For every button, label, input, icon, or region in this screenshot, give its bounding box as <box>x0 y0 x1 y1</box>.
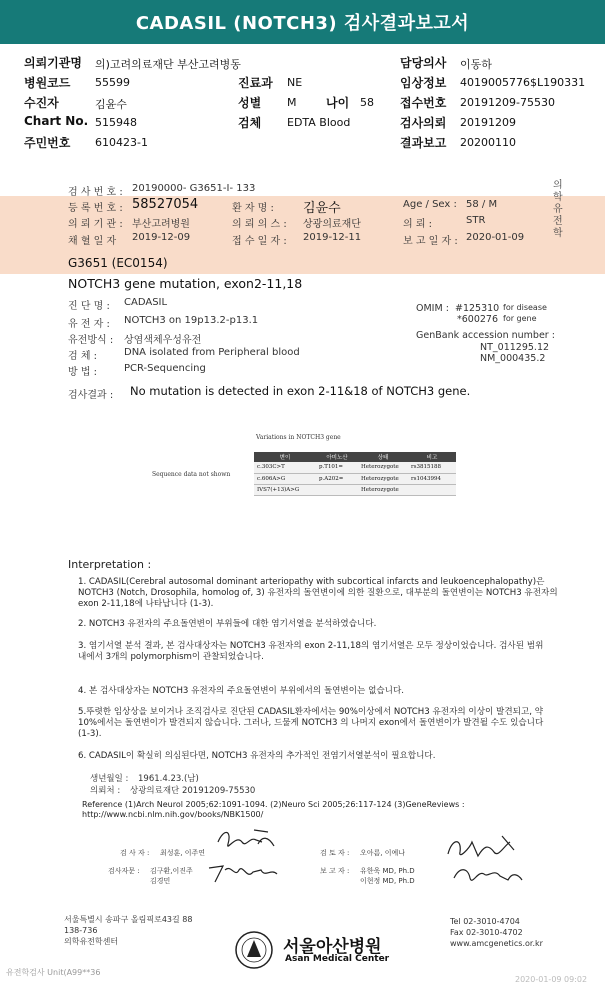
column-header: 아미노산 <box>316 452 358 462</box>
department-vertical-label: 의학유전학 <box>553 180 563 239</box>
table-row <box>254 473 456 484</box>
dept-label: 진료과 <box>238 76 273 90</box>
dr-value: STR <box>466 215 486 226</box>
reg-no-value: 58527054 <box>132 197 199 212</box>
advisor-label: 검사자문 : <box>108 867 140 875</box>
ref-inst-value: 상광의료재단 20191209-75530 <box>130 786 256 796</box>
reporter-value-2: 이현정 MD, Ph.D <box>360 877 415 885</box>
sample-label: 검 체 : <box>68 351 98 362</box>
table-cell: c.303C>T <box>254 462 316 473</box>
column-header: 상태 <box>358 452 408 462</box>
table-header-row <box>254 452 456 462</box>
hospital-name-en: Asan Medical Center <box>285 954 390 964</box>
method-label: 방 법 : <box>68 367 98 378</box>
advisor-signature <box>205 858 285 888</box>
omim-gene-id: *600276 <box>457 314 499 325</box>
tester-label: 검 사 자 : <box>120 849 150 857</box>
interpretation-item-3: 3. 염기서열 분석 결과, 본 검사대상자는 NOTCH3 유전자의 exon 2-11,18의 염기서열은 모두 정상이었습니다. 검사된 범위내에서 3개의 polymorphism이 관찰되었습니다. <box>78 641 544 662</box>
table-cell <box>408 484 456 495</box>
table-cell: c.606A>G <box>254 473 316 484</box>
name-value: 김윤수 <box>303 201 341 216</box>
genbank-label: GenBank accession number : <box>416 330 555 341</box>
receipt-label: 접수번호 <box>400 96 447 110</box>
reporter-value-1: 유한욱 MD, Ph.D <box>360 867 415 875</box>
report-date-value: 20200110 <box>460 136 516 149</box>
tester-signature <box>210 822 280 858</box>
advisor-value-2: 김경민 <box>150 877 171 885</box>
chart-value: 515948 <box>95 116 137 129</box>
test-name: NOTCH3 gene mutation, exon2-11,18 <box>68 276 303 291</box>
age-label: 나이 <box>326 96 350 110</box>
hospital-code-value: 55599 <box>95 76 130 89</box>
footer-web: www.amcgenetics.or.kr <box>450 939 543 948</box>
table-cell: Heterozygote <box>358 473 408 484</box>
institution-value: 의)고려의료재단 부산고려병동 <box>95 58 241 71</box>
clinical-value: 4019005776$L190331 <box>460 76 586 89</box>
reference-text: Reference (1)Arch Neurol 2005;62:1091-1094. (2)Neuro Sci 2005;26:117-124 (3)GeneReviews : http://www.ncbi.nlm.nih.gov/books/NBK1500/ <box>82 800 465 819</box>
table-cell: Heterozygote <box>358 462 408 473</box>
footer-address-1: 서울특별시 송파구 올림픽로43길 88 <box>64 915 193 924</box>
hospital-logo-icon <box>234 930 274 970</box>
collect-label: 채 혈 일 자 <box>68 236 117 247</box>
sex-label: 성별 <box>238 96 262 110</box>
variations-table <box>254 452 456 496</box>
collect-value: 2019-12-09 <box>132 232 191 243</box>
column-header: 비고 <box>408 452 456 462</box>
dob-value: 1961.4.23.(남) <box>138 774 199 784</box>
institution-label: 의뢰기관명 <box>24 56 82 70</box>
gene-value: NOTCH3 on 19p13.2-p13.1 <box>124 315 259 326</box>
request-label: 검사의뢰 <box>400 116 447 130</box>
receipt-value: 20191209-75530 <box>460 96 555 109</box>
table-cell: IVS7(+13)A>G <box>254 484 316 495</box>
inherit-value: 상염색체우성유전 <box>124 335 202 346</box>
omim-disease-id: #125310 <box>455 303 500 314</box>
dx-value: CADASIL <box>124 297 168 308</box>
hospital-code-label: 병원코드 <box>24 76 71 90</box>
sex-value: M <box>287 96 297 109</box>
gene-label: 유 전 자 : <box>68 319 110 330</box>
test-code: G3651 (EC0154) <box>68 256 168 270</box>
report-header <box>0 52 605 152</box>
footer-tel: Tel 02-3010-4704 <box>450 917 520 926</box>
req-inst-value: 부산고려병원 <box>132 219 190 230</box>
dob-label: 생년월일 : <box>90 774 129 784</box>
ref-inst-label: 의뢰처 : <box>90 786 121 796</box>
table-cell: p.A202= <box>316 473 358 484</box>
age-value: 58 <box>360 96 374 109</box>
table-cell: rs1043994 <box>408 473 456 484</box>
table-cell <box>316 484 358 495</box>
table-cell: rs3815188 <box>408 462 456 473</box>
recv-label: 접 수 일 자 : <box>232 236 287 247</box>
footer-dept: 의학유전학센터 <box>64 937 119 946</box>
exam-no-label: 검 사 번 호 : <box>68 187 123 198</box>
omim-disease-desc: for disease <box>503 303 547 312</box>
method-value: PCR-Sequencing <box>124 363 206 374</box>
genbank-nt: NT_011295.12 <box>480 342 550 353</box>
report-title: CADASIL (NOTCH3) 검사결과보고서 <box>0 0 605 44</box>
omim-gene-desc: for gene <box>503 314 537 323</box>
interpretation-item-6: 6. CADASIL이 확실히 의심된다면, NOTCH3 유전자의 추가적인 전염기서열분석이 필요합니다. <box>78 751 436 761</box>
variations-caption: Variations in NOTCH3 gene <box>256 434 341 441</box>
patient-label: 수진자 <box>24 96 59 110</box>
rep-label: 보 고 일 자 : <box>403 236 458 247</box>
specimen-label: 검체 <box>238 116 262 130</box>
reviewer-signature <box>442 828 522 864</box>
table-row <box>254 484 456 495</box>
table-row <box>254 462 456 473</box>
rep-value: 2020-01-09 <box>466 232 525 243</box>
recv-value: 2019-12-11 <box>303 232 362 243</box>
report-date-label: 결과보고 <box>400 136 447 150</box>
interpretation-heading: Interpretation : <box>68 558 152 571</box>
advisor-value-1: 김구환,이진주 <box>150 867 193 875</box>
request-value: 20191209 <box>460 116 516 129</box>
print-stamp-left: 유전학검사 Unit(A99**36 <box>6 968 101 977</box>
dept-value: NE <box>287 76 303 89</box>
genbank-nm: NM_000435.2 <box>480 353 546 364</box>
footer-address-2: 138-736 <box>64 926 98 935</box>
dr-label: 의 뢰 : <box>403 219 433 230</box>
footer-fax: Fax 02-3010-4702 <box>450 928 523 937</box>
column-header: 변이 <box>254 452 316 462</box>
omim-label: OMIM : <box>416 303 449 314</box>
specimen-value: EDTA Blood <box>287 116 351 129</box>
interpretation-item-1: 1. CADASIL(Cerebral autosomal dominant arteriopathy with subcortical infarcts and leukoencephalopathy)은 NOTCH3 (Notch, Drosophila, homolog of, 3) 유전자의 돌연변이에 의한 질환으로, 대부분의 돌연변이는 NOTCH3 유전자의 exon 2-11,18에 나타납니다 (1-3). <box>78 577 558 609</box>
ref-value: 상광의료재단 <box>303 219 361 230</box>
sequence-note: Sequence data not shown <box>152 471 231 478</box>
reviewer-value: 오아름, 이예나 <box>360 849 406 857</box>
patient-value: 김윤수 <box>95 98 127 111</box>
doctor-label: 담당의사 <box>400 56 447 70</box>
table-cell: Heterozygote <box>358 484 408 495</box>
ref-label: 의 뢰 의 스 : <box>232 219 287 230</box>
clinical-label: 임상정보 <box>400 76 447 90</box>
dx-label: 진 단 명 : <box>68 301 110 312</box>
interpretation-item-4: 4. 본 검사대상자는 NOTCH3 유전자의 주요돌연변이 부위에서의 돌연변이는 없습니다. <box>78 686 405 696</box>
table-cell: p.T101= <box>316 462 358 473</box>
interpretation-item-5: 5.뚜렷한 임상상을 보이거나 조직검사로 진단된 CADASIL환자에서는 90%이상에서 NOTCH3 유전자의 이상이 발견되고, 약 10%에서는 돌연변이가 발견되지 않습니다. 그러나, 드물게 NOTCH3 의 나머지 exon에서 돌연변이가 발견될 수도 있습니다 (1-3). <box>78 707 544 739</box>
chart-label: Chart No. <box>24 114 89 128</box>
print-stamp-right: 2020-01-09 09:02 <box>515 975 588 984</box>
name-label: 환 자 명 : <box>232 203 274 214</box>
rrn-value: 610423-1 <box>95 136 148 149</box>
agesex-label: Age / Sex : <box>403 199 457 210</box>
req-inst-label: 의 뢰 기 관 : <box>68 219 123 230</box>
reporter-label: 보 고 자 : <box>320 867 350 875</box>
hospital-name-kr: 서울아산병원 <box>283 937 382 957</box>
reg-no-label: 등 록 번 호 : <box>68 203 123 214</box>
rrn-label: 주민번호 <box>24 136 71 150</box>
result-text: No mutation is detected in exon 2-11&18 of NOTCH3 gene. <box>130 384 471 398</box>
exam-no-value: 20190000- G3651-I- 133 <box>132 183 256 194</box>
reporter-signature <box>448 860 528 888</box>
reviewer-label: 검 토 자 : <box>320 849 350 857</box>
interpretation-item-2: 2. NOTCH3 유전자의 주요돌연변이 부위들에 대한 염기서열을 분석하였습니다. <box>78 619 377 629</box>
tester-value: 최성훈, 이주연 <box>160 849 206 857</box>
doctor-value: 이동하 <box>460 58 492 71</box>
sample-value: DNA isolated from Peripheral blood <box>124 347 300 358</box>
result-label: 검사결과 : <box>68 390 114 401</box>
agesex-value: 58 / M <box>466 199 498 210</box>
inherit-label: 유전방식 : <box>68 335 114 346</box>
